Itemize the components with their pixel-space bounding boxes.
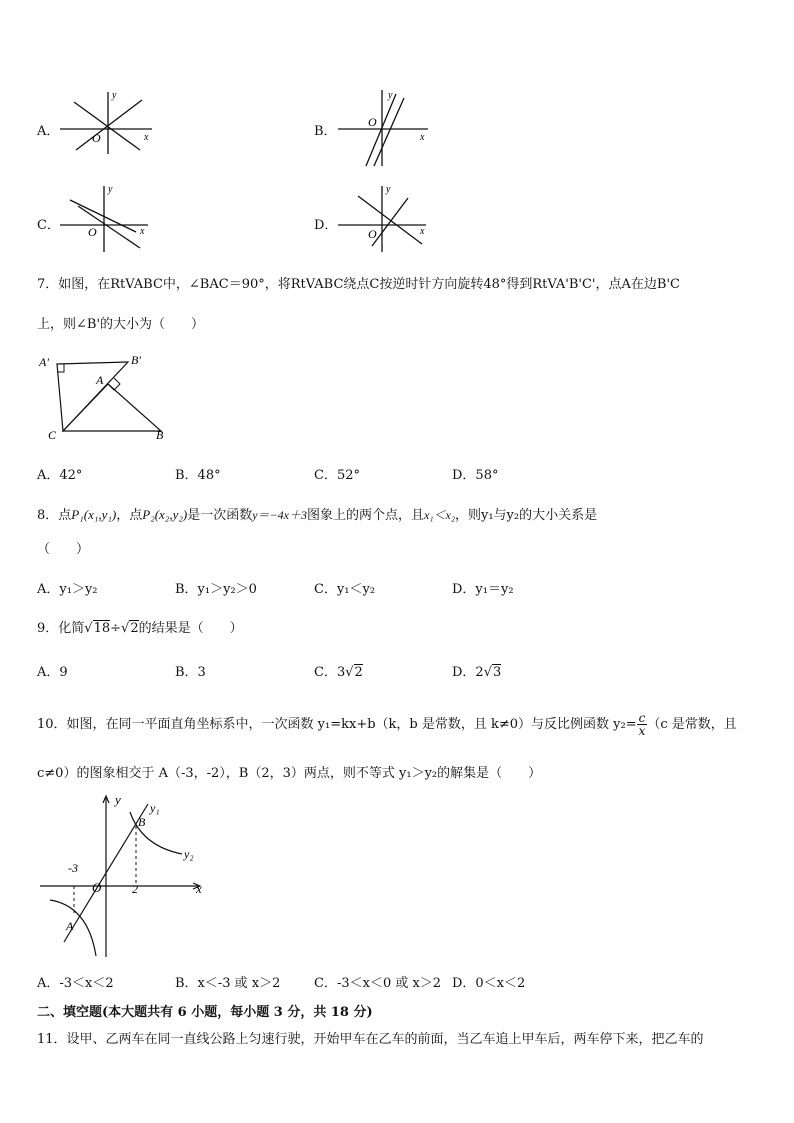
q9-option-a: A．9 bbox=[37, 665, 68, 680]
label-minus3: -3 bbox=[68, 861, 78, 875]
q8-text-d: 图象上的两个点，且 bbox=[306, 508, 424, 523]
q10-frac-num: c bbox=[638, 711, 646, 725]
triangle-a1b1c bbox=[57, 362, 128, 431]
q8-p1: P₁(x₁,y₁) bbox=[71, 507, 117, 522]
q10-frac-den: x bbox=[638, 724, 646, 738]
q10-text-a: 10．如图，在同一平面直角坐标系中，一次函数 y₁=kx+b（k，b 是常数，且 k≠0）与反比例函数 y₂= bbox=[37, 717, 637, 732]
x-label: x bbox=[140, 226, 145, 237]
q6-option-a-label: A． bbox=[37, 124, 60, 139]
x-label: x bbox=[420, 132, 425, 143]
q10-line2: c≠0）的图象相交于 A（-3，-2），B（2，3）两点，则不等式 y₁＞y₂的解集是（ ） bbox=[37, 766, 542, 781]
q8-p2: P₂(x₂,y₂) bbox=[142, 507, 188, 522]
sqrt-sign-icon: √ bbox=[483, 665, 492, 680]
q6-graph-a bbox=[60, 88, 160, 158]
sqrt-sign-icon: √ bbox=[121, 621, 130, 636]
q8-cond: x₁＜x₂ bbox=[424, 508, 455, 522]
q8-line1 bbox=[37, 506, 597, 525]
label-y1: y₁ bbox=[150, 801, 160, 815]
q8-option-b: B．y₁＞y₂＞0 bbox=[175, 582, 257, 597]
q9-suffix: 的结果是（ ） bbox=[138, 621, 243, 636]
q9-stem bbox=[37, 620, 243, 638]
origin-label: O bbox=[92, 131, 101, 145]
q7-option-a: A．42° bbox=[37, 468, 83, 483]
y-label: y bbox=[108, 184, 113, 195]
label-2: 2 bbox=[132, 882, 138, 896]
q8-option-c: C．y₁＜y₂ bbox=[314, 582, 376, 597]
q8-text-a: 8．点 bbox=[37, 508, 72, 523]
q6-graph-d bbox=[338, 184, 438, 254]
line-2 bbox=[372, 198, 408, 246]
q8-option-d: D．y₁＝y₂ bbox=[452, 582, 514, 597]
q9-option-c-radicand: 2 bbox=[354, 665, 363, 680]
line-1 bbox=[76, 100, 142, 150]
triangle-abc bbox=[63, 384, 161, 431]
q10-figure bbox=[38, 792, 213, 962]
line-1 bbox=[366, 94, 396, 166]
label-c: C bbox=[48, 428, 57, 442]
q10-option-d: D．0＜x＜2 bbox=[452, 976, 526, 991]
label-a: A bbox=[66, 919, 74, 933]
q8-text-c: 是一次函数 bbox=[187, 508, 253, 523]
y-label: y bbox=[112, 90, 117, 101]
origin-label: O bbox=[368, 115, 377, 129]
sqrt-sign-icon: √ bbox=[345, 665, 354, 680]
q10-option-b: B．x＜-3 或 x＞2 bbox=[175, 976, 281, 991]
sqrt-sign-icon: √ bbox=[84, 621, 93, 636]
line-1 bbox=[70, 200, 136, 232]
q7-option-c: C．52° bbox=[314, 468, 360, 483]
q10-fraction bbox=[637, 712, 648, 737]
label-b1: B' bbox=[131, 353, 141, 367]
q10-text-b: （c 是常数，且 bbox=[647, 717, 737, 732]
right-angle-a bbox=[108, 378, 120, 390]
q7-option-b: B．48° bbox=[175, 468, 221, 483]
q9-option-d-radicand: 3 bbox=[493, 665, 502, 680]
q9-option-c-prefix: C．3 bbox=[314, 665, 346, 680]
q8-func: y＝−4x＋3 bbox=[252, 508, 307, 522]
label-a: A bbox=[96, 373, 104, 387]
q9-option-b: B．3 bbox=[175, 665, 206, 680]
q9-option-d bbox=[452, 661, 501, 680]
label-y: y bbox=[115, 792, 121, 807]
x-label: x bbox=[420, 226, 425, 237]
q10-line1 bbox=[37, 712, 737, 737]
q6-option-c-label: C． bbox=[37, 218, 60, 233]
q9-option-c bbox=[314, 661, 363, 680]
origin-label: O bbox=[88, 225, 97, 239]
q8-option-a: A．y₁＞y₂ bbox=[37, 582, 98, 597]
q6-option-d-label: D． bbox=[314, 218, 338, 233]
section-2-heading: 二、填空题(本大题共有 6 小题，每小题 3 分，共 18 分) bbox=[37, 1005, 373, 1020]
label-x: x bbox=[196, 881, 202, 896]
origin-label: O bbox=[368, 227, 377, 241]
q6-graph-c bbox=[60, 184, 160, 254]
label-o: O bbox=[92, 880, 102, 895]
q7-option-d: D．58° bbox=[452, 468, 499, 483]
label-y2: y₂ bbox=[184, 847, 194, 861]
q9-prefix: 9．化简 bbox=[37, 621, 85, 636]
y-label: y bbox=[388, 90, 393, 101]
y-label: y bbox=[386, 184, 391, 195]
q8-line2: （ ） bbox=[37, 542, 90, 557]
q10-option-c: C．-3＜x＜0 或 x＞2 bbox=[314, 976, 442, 991]
label-b: B bbox=[156, 428, 164, 442]
q8-text-b: ，点 bbox=[116, 508, 143, 523]
q6-option-b-label: B． bbox=[314, 124, 337, 139]
line-2 bbox=[374, 98, 404, 166]
q9-radicand-2: 2 bbox=[130, 621, 139, 636]
q9-divide: ÷ bbox=[110, 621, 122, 636]
q8-text-e: ，则y₁与y₂的大小关系是 bbox=[455, 508, 598, 523]
q7-figure bbox=[34, 350, 184, 450]
label-b: B bbox=[138, 815, 146, 829]
label-a1: A' bbox=[39, 355, 49, 369]
q7-line2: 上，则∠B'的大小为（ ） bbox=[37, 317, 205, 332]
q7-line1: 7．如图，在RtVABC中，∠BAC＝90°，将RtVABC绕点C按逆时针方向旋转48°得到RtVA'B'C'，点A在边B'C bbox=[37, 277, 680, 292]
q11-line1: 11．设甲、乙两车在同一直线公路上匀速行驶，开始甲车在乙车的前面，当乙车追上甲车后，两车停下来，把乙车的 bbox=[37, 1032, 704, 1047]
q9-radicand-1: 18 bbox=[93, 621, 111, 636]
q10-option-a: A．-3＜x＜2 bbox=[37, 976, 114, 991]
q6-graph-b bbox=[338, 88, 438, 168]
q9-option-d-prefix: D．2 bbox=[452, 665, 484, 680]
x-label: x bbox=[144, 132, 149, 143]
